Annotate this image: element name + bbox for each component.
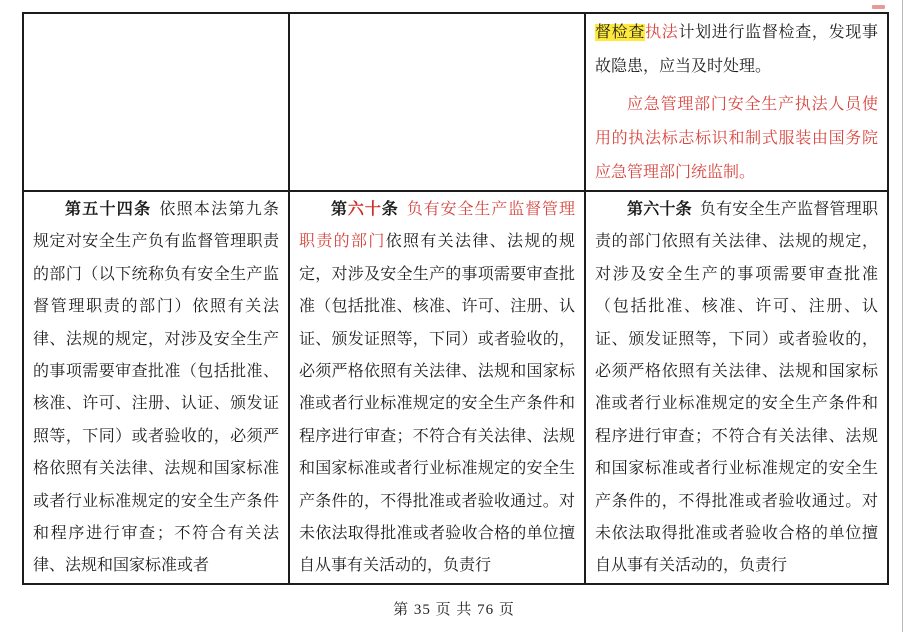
law-comparison-table	[22, 12, 889, 585]
cell-draft-empty	[289, 13, 585, 191]
page-number: 第 35 页 共 76 页	[393, 602, 515, 618]
table-row-article	[23, 191, 888, 584]
article-paragraph	[299, 194, 575, 583]
cell-old-law-article-54	[23, 191, 289, 584]
article-number-revised: 六十	[347, 201, 382, 218]
continued-paragraph	[595, 16, 878, 84]
revised-lead-text: 负有安全生产监督管理职	[299, 201, 575, 251]
page-edge-line	[902, 0, 903, 632]
article-paragraph	[33, 194, 279, 583]
article-body: 依照有关法律、法规的规定，对涉及安全生产的事项需要审查批准（包括批准、核准、许可、注册、认证、颁发证照等，下同）或者验收的，必须严格依照有关法律、法规和国家标准或者行业标准规定的安全生产条件和程序进行审查；不符合有关法律、法规和国家标准或者行业标准规定的安全生产条件的，不得批准或者验收通过。对未依法取得批准或者验收合格的单位擅自从事有关活动的，负责行	[299, 233, 575, 575]
red-annotation-paragraph: 应急管理部门安全生产执法人员使用的执法标志标识和制式服装由国务院应急管理部门统监制。	[595, 96, 878, 181]
article-number: 第五十四条	[65, 201, 152, 218]
body-text: 计划进行监督检查，发现事故隐患，应当及时处理。	[595, 24, 878, 75]
revised-lead-text-2: 责的部门	[316, 233, 386, 251]
article-number-prefix: 第	[331, 201, 348, 218]
highlighted-text: 督检查	[595, 24, 646, 41]
article-body: 依照本法第九条规定对安全生产负有监督管理职责的部门（以下统称负有安全生产监督管理职责的部门）依照有关法律、法规的规定，对涉及安全生产的事项需要审查批准（包括批准、核准、许可、注册、认证、颁发证照等，下同）或者验收的，必须严格依照有关法律、法规和国家标准或者行业标准规定的安全生产条件和程序进行审查；不符合有关法律、法规和国家标准或者	[33, 201, 279, 575]
revised-text: 执法	[645, 24, 679, 41]
article-number-suffix: 条	[381, 201, 399, 218]
article-body: 负有安全生产监督管理职责的部门依照有关法律、法规的规定，对涉及安全生产的事项需要审查批准（包括批准、核准、许可、注册、认证、颁发证照等，下同）或者验收的，必须严格依照有关法律、法规和国家标准或者行业标准规定的安全生产条件和程序进行审查；不符合有关法律、法规和国家标准或者行业标准规定的安全生产条件的，不得批准或者验收通过。对未依法取得批准或者验收合格的单位擅自从事有关活动的，负责行	[595, 201, 878, 575]
article-paragraph	[595, 194, 878, 583]
red-annotation-mark	[872, 5, 885, 9]
cell-new-law-continued	[585, 13, 888, 191]
cell-draft-article-60	[289, 191, 585, 584]
cell-old-law-empty	[23, 13, 289, 191]
cell-new-law-article-60	[585, 191, 888, 584]
article-number: 第六十条	[627, 201, 692, 218]
table-row-continued	[23, 13, 888, 191]
